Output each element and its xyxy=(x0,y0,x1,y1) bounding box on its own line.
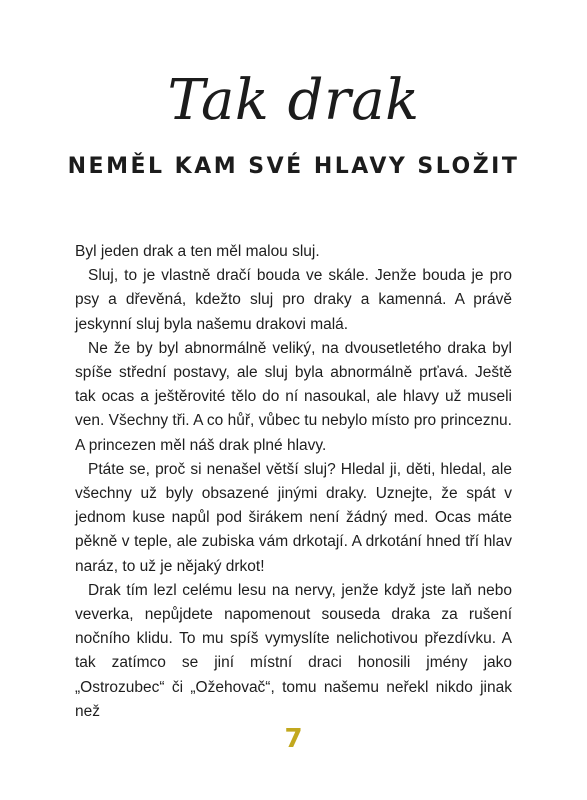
paragraph-3: Ne že by byl abnormálně veliký, na dvousetletého draka byl spíše střední postavy, ale sluj byla abnormálně prťavá. Ještě tak ocas a ještěrovité tělo do ní nasoukal, ale hlavy už museli ven. Všechny tři. A co hůř, vůbec tu nebylo místo pro princeznu. A princezen měl náš drak plné hlavy. xyxy=(75,339,512,454)
page-number: 7 xyxy=(284,724,303,754)
paragraph-4: Ptáte se, proč si nenašel větší sluj? Hledal ji, děti, hledal, ale všechny už byly obsazené jinými draky. Uznejte, že spát v jednom kuse napůl pod širákem není žádný med. Ocas máte pěkně v teple, ale zubiska vám drkotají. A drkotání hned tří hlav naráz, to už je nějaký drkot! xyxy=(75,460,512,575)
chapter-subtitle: NEMĚL KAM SVÉ HLAVY SLOŽIT xyxy=(67,154,520,179)
chapter-body xyxy=(75,240,512,724)
paragraph-1: Byl jeden drak a ten měl malou sluj. xyxy=(75,243,320,260)
paragraph-5: Drak tím lezl celému lesu na nervy, jenže když jste laň nebo veverka, nepůjdete napomenout souseda draka za rušení nočního klidu. To mu spíš vymyslíte nelichotivou přezdívku. A tak zatímco se jiní místní draci honosili jmény jako „Ostrozubec“ či „Ožehovač“, tomu našemu neřekl nikdo jinak než xyxy=(75,581,512,720)
paragraph-2: Sluj, to je vlastně dračí bouda ve skále. Jenže bouda je pro psy a dřevěná, kdežto sluj pro draky a kamenná. A právě jeskynní sluj byla našemu drakovi malá. xyxy=(75,267,512,333)
chapter-title: Tak drak xyxy=(167,68,420,133)
